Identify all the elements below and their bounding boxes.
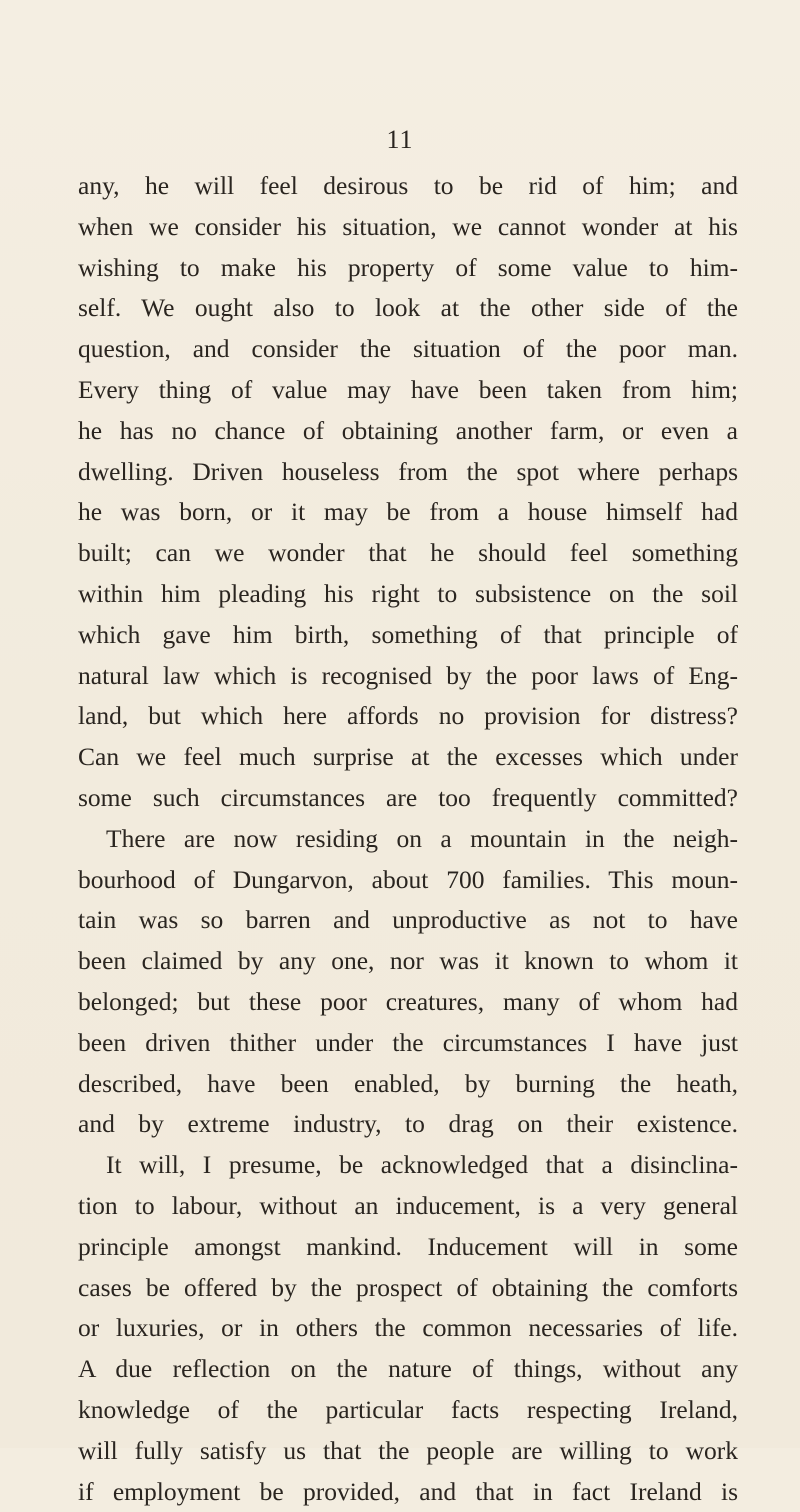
text-line: land, but which here affords no provision for distress? — [78, 696, 738, 737]
text-line: and by extreme industry, to drag on their existence. — [78, 1104, 738, 1145]
text-line: described, have been enabled, by burning the heath, — [78, 1064, 738, 1105]
text-line: A due reflection on the nature of things, without any — [78, 1349, 738, 1390]
text-line: he was born, or it may be from a house himself had — [78, 492, 738, 533]
text-line: some such circumstances are too frequently committed? — [78, 778, 738, 819]
text-line: he has no chance of obtaining another farm, or even a — [78, 411, 738, 452]
text-line: been claimed by any one, nor was it known to whom it — [78, 941, 738, 982]
text-line: tain was so barren and unproductive as not to have — [78, 900, 738, 941]
text-line: or luxuries, or in others the common necessaries of life. — [78, 1308, 738, 1349]
text-line: which gave him birth, something of that principle of — [78, 615, 738, 656]
text-line: if employment be provided, and that in fact Ireland is — [78, 1472, 738, 1512]
text-line: There are now residing on a mountain in the neigh- — [78, 819, 738, 860]
text-line: principle amongst mankind. Inducement will in some — [78, 1227, 738, 1268]
text-line: tion to labour, without an inducement, is a very general — [78, 1186, 738, 1227]
text-line: natural law which is recognised by the poor laws of Eng- — [78, 656, 738, 697]
text-line: bourhood of Dungarvon, about 700 families. This moun- — [78, 860, 738, 901]
text-line: within him pleading his right to subsistence on the soil — [78, 574, 738, 615]
text-line: wishing to make his property of some value to him- — [78, 248, 738, 289]
text-line: knowledge of the particular facts respecting Ireland, — [78, 1390, 738, 1431]
text-line: It will, I presume, be acknowledged that a disinclina- — [78, 1145, 738, 1186]
text-line: built; can we wonder that he should feel something — [78, 533, 738, 574]
text-line: self. We ought also to look at the other side of the — [78, 288, 738, 329]
text-line: been driven thither under the circumstances I have just — [78, 1023, 738, 1064]
text-line: cases be offered by the prospect of obtaining the comforts — [78, 1268, 738, 1309]
text-line: Can we feel much surprise at the excesses which under — [78, 737, 738, 778]
text-line: question, and consider the situation of the poor man. — [78, 329, 738, 370]
text-line: will fully satisfy us that the people are willing to work — [78, 1431, 738, 1472]
text-line: when we consider his situation, we cannot wonder at his — [78, 207, 738, 248]
text-line: any, he will feel desirous to be rid of him; and — [78, 166, 738, 207]
text-line: belonged; but these poor creatures, many of whom had — [78, 982, 738, 1023]
body-text — [78, 166, 738, 1512]
text-line: dwelling. Driven houseless from the spot where perhaps — [78, 452, 738, 493]
text-line: Every thing of value may have been taken from him; — [78, 370, 738, 411]
page-number: 11 — [0, 123, 800, 157]
